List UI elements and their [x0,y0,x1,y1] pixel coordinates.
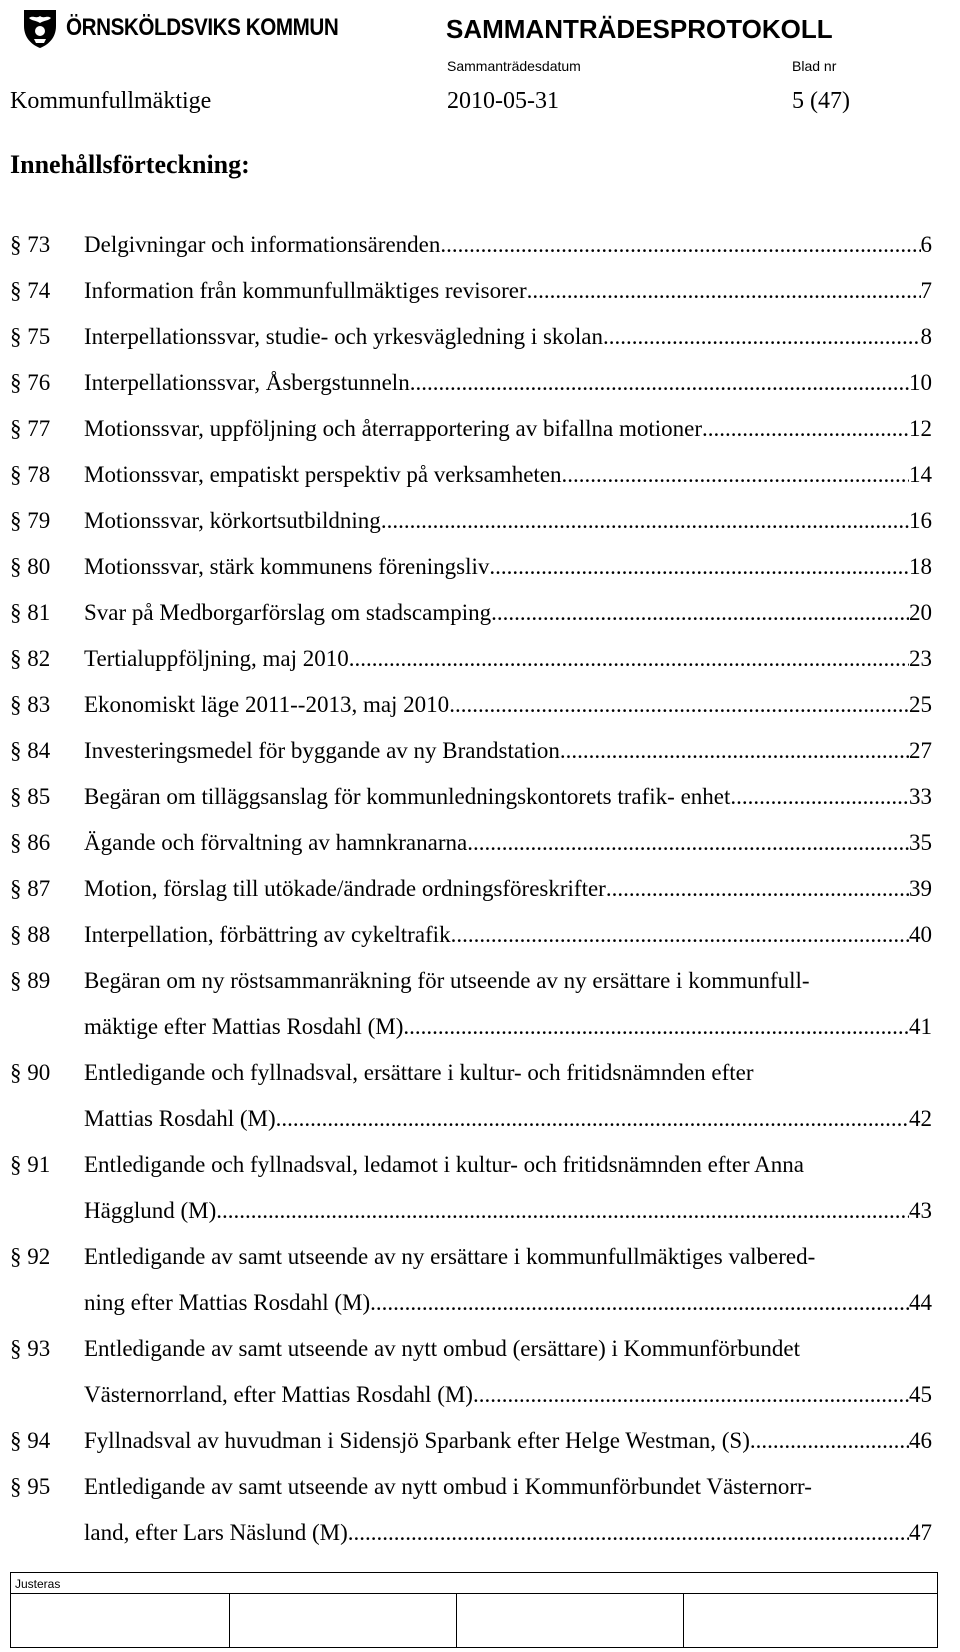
toc-entry-content [84,544,938,590]
dot-leader [381,498,909,544]
dot-leader [451,912,909,958]
toc-entry-title: Hägglund (M) [84,1198,217,1223]
toc-entry-title: mäktige efter Mattias Rosdahl (M) [84,1014,404,1039]
toc-entry-content [84,314,938,360]
toc-entry-line [84,1004,932,1050]
toc-entry-content [84,268,938,314]
toc-entry-title: Interpellationssvar, Åsbergstunneln [84,370,410,395]
toc-page-number: 40 [909,922,932,947]
toc-paragraph-number: § 91 [10,1152,51,1177]
toc-page-number: 43 [909,1198,932,1223]
toc-entry-line [84,1188,932,1234]
toc-entry-title: land, efter Lars Näslund (M) [84,1520,348,1545]
toc-page-number: 46 [909,1428,932,1453]
toc-entry-line [84,820,932,866]
toc-paragraph-number: § 79 [10,508,51,533]
signature-label: Justeras [15,1577,61,1591]
toc-page-number: 7 [920,278,932,303]
toc-entry-line [84,268,932,314]
toc-entry-line [84,544,932,590]
toc-entry-content [84,1326,938,1418]
toc-entry-title: Mattias Rosdahl (M) [84,1106,276,1131]
municipal-crest-icon [20,6,60,50]
toc-entry-title: Interpellationssvar, studie- och yrkesvägledning i skolan [84,324,604,349]
toc-entry-title: Motionssvar, uppföljning och återrapportering av bifallna motioner [84,416,703,441]
dot-leader [491,590,909,636]
page-number-label: Blad nr [792,58,837,74]
toc-entry-line [84,636,932,682]
toc-entry-line [84,452,932,498]
dot-leader [403,1004,909,1050]
dot-leader [603,314,920,360]
toc-paragraph-number: § 81 [10,600,51,625]
document-title: SAMMANTRÄDESPROTOKOLL [446,14,833,44]
toc-entry [10,360,938,406]
toc-entry [10,912,938,958]
toc-entry-content [84,590,938,636]
toc-entry-line [84,1418,932,1464]
signature-cell [229,1593,230,1647]
toc-entry-line [84,360,932,406]
dot-leader [606,866,909,912]
toc-paragraph-number: § 74 [10,278,51,303]
toc-paragraph-number: § 78 [10,462,51,487]
toc-paragraph-number: § 80 [10,554,51,579]
toc-page-number: 42 [909,1106,932,1131]
toc-paragraph-number: § 84 [10,738,51,763]
toc-entry-title: Investeringsmedel för byggande av ny Brandstation [84,738,560,763]
toc-paragraph-number: § 77 [10,416,51,441]
toc-page-number: 8 [920,324,932,349]
toc-entry-title-line: Entledigande av samt utseende av nytt ombud (ersättare) i Kommunförbundet [84,1336,800,1361]
toc-entry-line [84,1280,932,1326]
meeting-date-label: Sammanträdesdatum [447,58,581,74]
toc-page-number: 41 [909,1014,932,1039]
toc-entry [10,728,938,774]
toc-entry [10,452,938,498]
dot-leader [702,406,909,452]
dot-leader [750,1418,909,1464]
toc-entry [10,774,938,820]
toc-paragraph-number: § 90 [10,1060,51,1085]
toc-entry-title-line: Entledigande och fyllnadsval, ersättare i kultur- och fritidsnämnden efter [84,1060,754,1085]
toc-entry-title: Motionssvar, empatiskt perspektiv på verksamheten [84,462,562,487]
toc-entry-title: Ägande och förvaltning av hamnkranarna [84,830,468,855]
toc-paragraph-number: § 87 [10,876,51,901]
toc-entry-title: Begäran om tilläggsanslag för kommunledningskontorets trafik- enhet [84,784,731,809]
toc-paragraph-number: § 75 [10,324,51,349]
dot-leader [348,1510,909,1556]
dot-leader [370,1280,909,1326]
toc-entry [10,406,938,452]
toc-entry-content [84,728,938,774]
toc-entry [10,498,938,544]
toc-entry [10,1464,938,1556]
toc-page-number: 33 [909,784,932,809]
toc-entry [10,682,938,728]
toc-entry-title-line: Begäran om ny röstsammanräkning för utseende av ny ersättare i kommunfull- [84,968,810,993]
dot-leader [467,820,909,866]
toc-entry-content [84,958,938,1050]
toc-entry-content [84,912,938,958]
toc-entry [10,866,938,912]
toc-page-number: 10 [909,370,932,395]
toc-entry-line [84,728,932,774]
toc-entry-title: ning efter Mattias Rosdahl (M) [84,1290,371,1315]
toc-page-number: 47 [909,1520,932,1545]
toc-page-number: 44 [909,1290,932,1315]
toc-entry [10,314,938,360]
toc-entry-content [84,682,938,728]
toc-paragraph-number: § 86 [10,830,51,855]
toc-paragraph-number: § 95 [10,1474,51,1499]
toc-entry-content [84,360,938,406]
toc-entry-content [84,498,938,544]
toc-entry-title: Motionssvar, körkortsutbildning [84,508,381,533]
toc-entry-content [84,820,938,866]
toc-entry [10,1234,938,1326]
toc-paragraph-number: § 76 [10,370,51,395]
dot-leader [473,1372,909,1418]
toc-entry [10,636,938,682]
toc-paragraph-number: § 73 [10,232,51,257]
dot-leader [527,268,921,314]
toc-entry-line [84,1372,932,1418]
toc-entry [10,590,938,636]
toc-entry-content [84,1142,938,1234]
toc-entry [10,222,938,268]
toc-paragraph-number: § 85 [10,784,51,809]
toc-entry-title: Information från kommunfullmäktiges revisorer [84,278,527,303]
dot-leader [560,728,909,774]
toc-entry-title: Tertialuppföljning, maj 2010 [84,646,349,671]
toc-entry [10,820,938,866]
dot-leader [216,1188,909,1234]
toc-entry-content [84,1464,938,1556]
toc-entry [10,1418,938,1464]
toc-page-number: 23 [909,646,932,671]
toc-entry-title: Delgivningar och informationsärenden [84,232,441,257]
dot-leader [730,774,909,820]
table-of-contents [10,222,938,1556]
toc-entry-line [84,774,932,820]
toc-page-number: 18 [909,554,932,579]
toc-entry [10,1326,938,1418]
meeting-date: 2010-05-31 [447,88,559,114]
toc-entry [10,544,938,590]
signature-cell [456,1593,457,1647]
signature-divider [11,1593,937,1594]
toc-entry-line [84,682,932,728]
toc-entry [10,1050,938,1142]
toc-entry-title: Motion, förslag till utökade/ändrade ordningsföreskrifter [84,876,606,901]
toc-entry-content [84,1050,938,1142]
toc-paragraph-number: § 93 [10,1336,51,1361]
toc-entry-line [84,866,932,912]
toc-entry-line [84,1096,932,1142]
toc-page-number: 25 [909,692,932,717]
toc-entry-content [84,636,938,682]
toc-page-number: 35 [909,830,932,855]
toc-paragraph-number: § 89 [10,968,51,993]
toc-entry-content [84,866,938,912]
toc-entry-line [84,314,932,360]
toc-page-number: 20 [909,600,932,625]
organization-name: ÖRNSKÖLDSVIKS KOMMUN [66,14,339,41]
toc-entry-title: Ekonomiskt läge 2011--2013, maj 2010 [84,692,450,717]
toc-entry-line [84,1510,932,1556]
toc-paragraph-number: § 83 [10,692,51,717]
toc-page-number: 14 [909,462,932,487]
toc-entry [10,268,938,314]
toc-entry-title-line: Entledigande av samt utseende av nytt ombud i Kommunförbundet Västernorr- [84,1474,812,1499]
toc-entry-title: Interpellation, förbättring av cykeltrafik [84,922,451,947]
toc-entry-line [84,222,932,268]
toc-page-number: 16 [909,508,932,533]
dot-leader [410,360,909,406]
toc-entry [10,958,938,1050]
dot-leader [349,636,909,682]
signature-cell [683,1593,684,1647]
toc-page-number: 45 [909,1382,932,1407]
dot-leader [562,452,910,498]
toc-entry-content [84,406,938,452]
page-number: 5 (47) [792,88,850,114]
governing-body: Kommunfullmäktige [10,88,212,114]
toc-page-number: 27 [909,738,932,763]
toc-entry-title: Fyllnadsval av huvudman i Sidensjö Sparbank efter Helge Westman, (S) [84,1428,750,1453]
toc-heading: Innehållsförteckning: [10,150,250,179]
toc-entry-content [84,452,938,498]
dot-leader [449,682,909,728]
toc-entry-content [84,774,938,820]
toc-entry-line [84,912,932,958]
toc-entry-line [84,590,932,636]
toc-page-number: 12 [909,416,932,441]
toc-entry-title-line: Entledigande av samt utseende av ny ersättare i kommunfullmäktiges valbered- [84,1244,816,1269]
toc-entry-line [84,406,932,452]
toc-entry-content [84,222,938,268]
dot-leader [489,544,909,590]
toc-entry-title: Motionssvar, stärk kommunens föreningsliv [84,554,490,579]
toc-paragraph-number: § 92 [10,1244,51,1269]
dot-leader [276,1096,909,1142]
toc-paragraph-number: § 94 [10,1428,51,1453]
toc-paragraph-number: § 82 [10,646,51,671]
toc-entry-line [84,498,932,544]
dot-leader [440,222,920,268]
toc-page-number: 39 [909,876,932,901]
toc-entry-content [84,1234,938,1326]
toc-entry-title: Västernorrland, efter Mattias Rosdahl (M) [84,1382,473,1407]
toc-entry-title-line: Entledigande och fyllnadsval, ledamot i kultur- och fritidsnämnden efter Anna [84,1152,804,1177]
toc-entry-content [84,1418,938,1464]
toc-page-number: 6 [920,232,932,257]
toc-paragraph-number: § 88 [10,922,51,947]
toc-entry-title: Svar på Medborgarförslag om stadscamping [84,600,492,625]
toc-entry [10,1142,938,1234]
signature-box [10,1572,938,1648]
